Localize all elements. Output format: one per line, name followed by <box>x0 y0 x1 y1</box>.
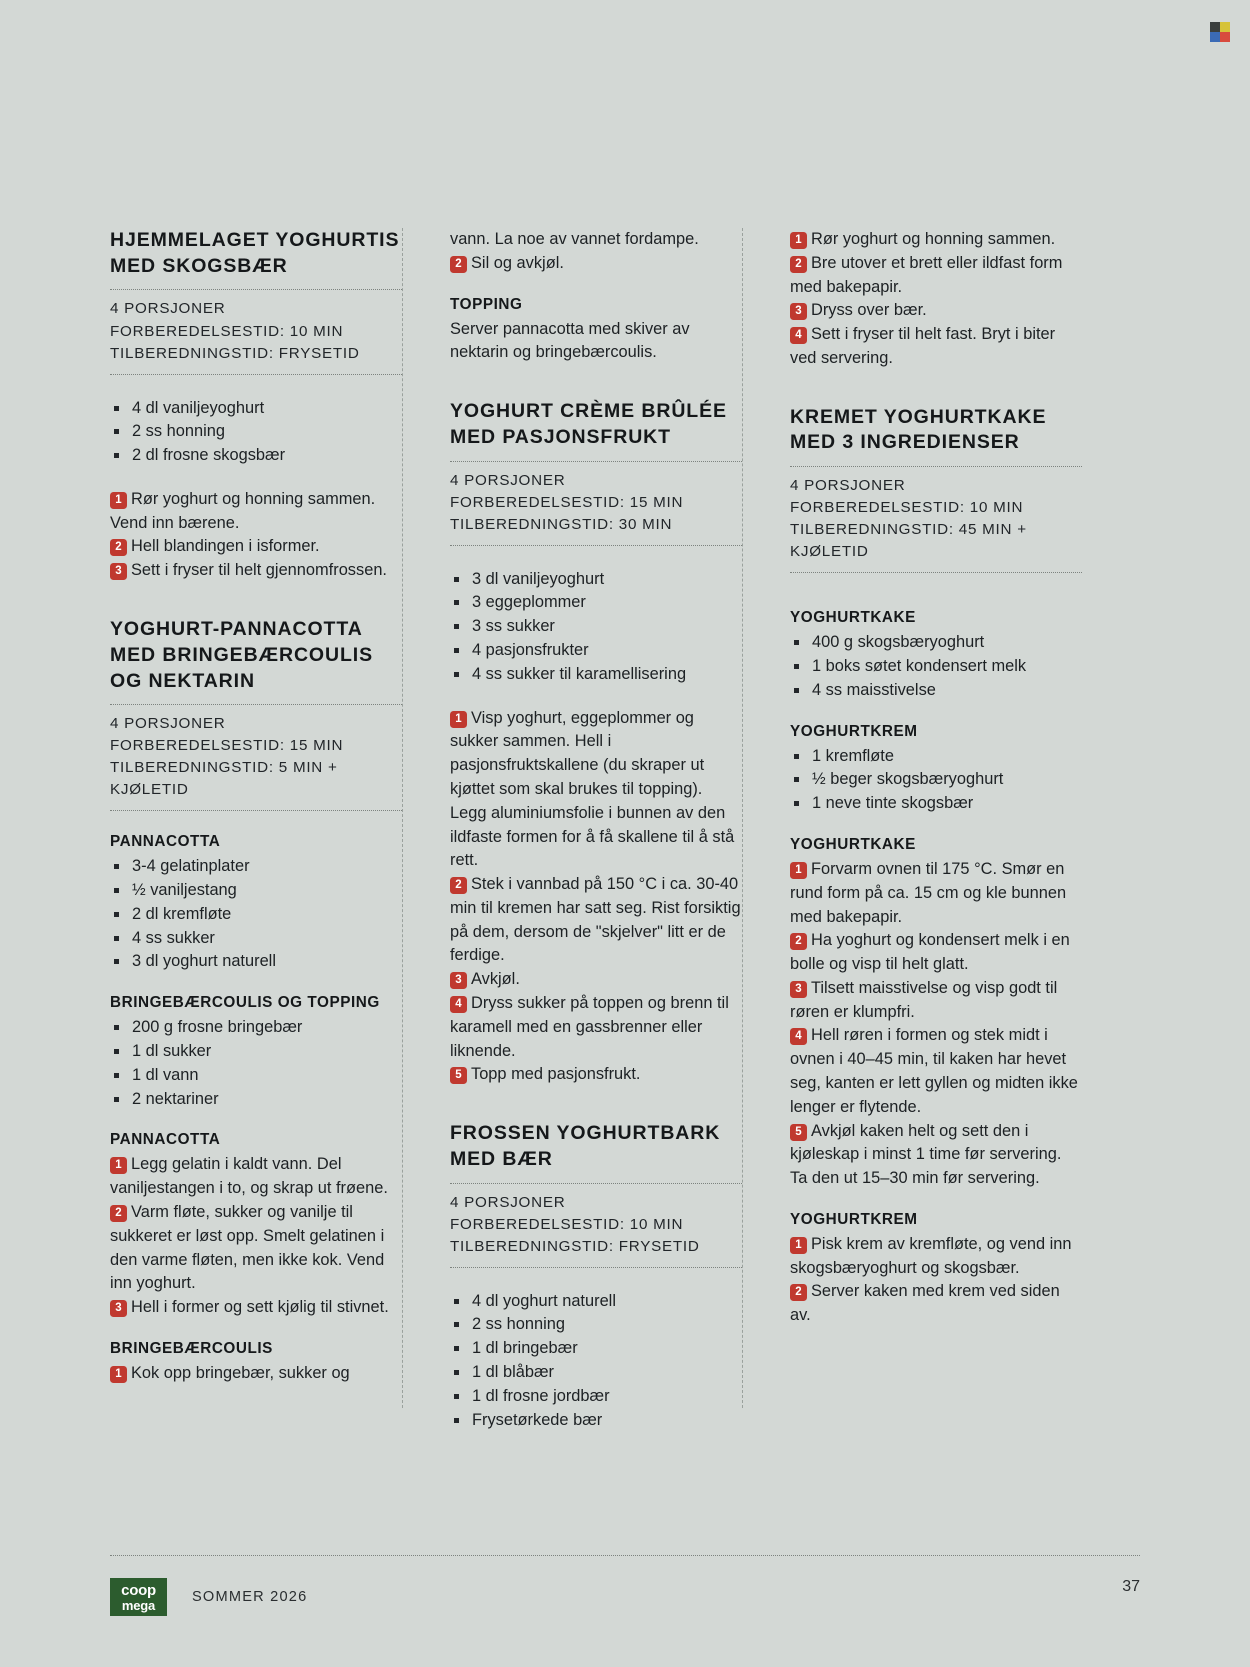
recipe-yoghurtis <box>110 228 402 583</box>
step-number-badge: 4 <box>790 1028 807 1045</box>
step-item <box>790 1024 1082 1119</box>
step-number-badge: 1 <box>110 1366 127 1383</box>
step-item <box>790 858 1082 929</box>
step-group-heading: YOGHURTKREM <box>790 1210 918 1228</box>
step-text: Pisk krem av kremfløte, og vend inn skogsbæryoghurt og skogsbær. <box>790 1234 1072 1277</box>
step-item <box>450 992 742 1063</box>
step-number-badge: 3 <box>110 563 127 580</box>
meta-portions: 4 PORSJONER <box>450 471 566 489</box>
step-list <box>110 1153 402 1319</box>
page-footer <box>110 1578 1140 1616</box>
meta-prep-time: FORBEREDELSESTID: 10 MIN <box>450 1215 684 1233</box>
ingredient-item: 400 g skogsbæryoghurt <box>790 631 1082 655</box>
step-number-badge: 2 <box>790 256 807 273</box>
meta-cook-time: TILBEREDNINGSTID: 5 MIN + KJØLETID <box>110 759 338 799</box>
ingredient-item: 200 g frosne bringebær <box>110 1016 402 1040</box>
ingredient-item: 4 ss sukker til karamellisering <box>450 663 742 687</box>
ingredient-list <box>110 855 402 974</box>
step-text: Kok opp bringebær, sukker og <box>131 1363 350 1382</box>
step-number-badge: 1 <box>790 862 807 879</box>
meta-prep-time: FORBEREDELSESTID: 10 MIN <box>790 499 1024 517</box>
column-divider <box>402 228 404 1408</box>
step-item <box>110 1362 402 1386</box>
ingredient-list <box>450 1290 742 1433</box>
meta-portions: 4 PORSJONER <box>110 300 226 318</box>
step-text: Server kaken med krem ved siden av. <box>790 1282 1060 1325</box>
meta-portions: 4 PORSJONER <box>110 715 226 733</box>
coop-mega-logo <box>110 1578 167 1616</box>
step-text: Bre utover et brett eller ildfast form med bakepapir. <box>790 253 1063 296</box>
recipe-meta <box>110 704 402 811</box>
step-number-badge: 3 <box>110 1300 127 1317</box>
ingredient-item: 2 ss honning <box>450 1313 742 1337</box>
step-group-heading: PANNACOTTA <box>110 1131 221 1149</box>
ingredient-item: 4 dl yoghurt naturell <box>450 1290 742 1314</box>
step-list <box>790 858 1082 1191</box>
ingredient-item: 4 pasjonsfrukter <box>450 639 742 663</box>
step-text: Visp yoghurt, eggeplommer og sukker sammen. Hell i pasjonsfruktskallene (du skraper ut kjøttet som skal brukes til topping). Legg aluminiumsfolie i bunnen av den ildfaste formen for å få skallene til å stå rett. <box>450 708 735 870</box>
step-item <box>110 488 402 536</box>
meta-prep-time: FORBEREDELSESTID: 10 MIN <box>110 322 344 340</box>
meta-portions: 4 PORSJONER <box>450 1193 566 1211</box>
ingredient-item: 1 dl sukker <box>110 1040 402 1064</box>
recipe-meta <box>110 289 402 374</box>
ingredient-item: 3 eggeplommer <box>450 591 742 615</box>
meta-cook-time: TILBEREDNINGSTID: FRYSETID <box>450 1237 700 1255</box>
footer-divider <box>110 1555 1140 1556</box>
step-number-badge: 3 <box>450 972 467 989</box>
step-number-badge: 5 <box>450 1067 467 1084</box>
step-number-badge: 5 <box>790 1124 807 1141</box>
step-number-badge: 2 <box>790 933 807 950</box>
ingredient-group-heading: YOGHURTKAKE <box>790 609 916 627</box>
recipe-meta <box>790 466 1082 573</box>
step-number-badge: 2 <box>790 1284 807 1301</box>
ingredient-item: 1 dl blåbær <box>450 1361 742 1385</box>
step-number-badge: 1 <box>790 232 807 249</box>
step-item <box>110 559 402 583</box>
step-text: Hell røren i formen og stek midt i ovnen i 40–45 min, til kaken har hevet seg, kanten er lett gyllen og midten ikke lenger er flytende. <box>790 1026 1078 1116</box>
step-item <box>110 1153 402 1201</box>
step-text: Avkjøl. <box>471 970 520 989</box>
ingredient-item: 3-4 gelatinplater <box>110 855 402 879</box>
step-item <box>790 1280 1082 1328</box>
recipe-pannacotta <box>110 617 402 1386</box>
ingredient-item: 4 dl vaniljeyoghurt <box>110 397 402 421</box>
ingredient-item: 1 boks søtet kondensert melk <box>790 655 1082 679</box>
meta-cook-time: TILBEREDNINGSTID: FRYSETID <box>110 344 360 362</box>
ingredient-group-heading: BRINGEBÆRCOULIS OG TOPPING <box>110 994 380 1012</box>
ingredient-list <box>110 397 402 468</box>
step-item <box>790 323 1082 371</box>
step-item <box>450 252 742 276</box>
step-number-badge: 2 <box>450 877 467 894</box>
step-item <box>790 977 1082 1025</box>
step-item <box>790 252 1082 300</box>
step-text: Forvarm ovnen til 175 °C. Smør en rund form på ca. 15 cm og kle bunnen med bakepapir. <box>790 859 1067 926</box>
column-2 <box>402 228 742 1429</box>
ingredient-item: 3 ss sukker <box>450 615 742 639</box>
step-group-heading: BRINGEBÆRCOULIS <box>110 1339 273 1357</box>
ingredient-item: 1 dl vann <box>110 1064 402 1088</box>
step-item <box>450 968 742 992</box>
column-1 <box>110 228 402 1408</box>
step-number-badge: 4 <box>450 996 467 1013</box>
ingredient-list <box>790 745 1082 816</box>
ingredient-item: 4 ss sukker <box>110 927 402 951</box>
step-number-badge: 4 <box>790 327 807 344</box>
topping-heading: TOPPING <box>450 295 523 313</box>
step-text: Dryss over bær. <box>811 301 927 320</box>
recipe-creme-brulee <box>450 399 742 1087</box>
column-divider <box>742 228 744 1408</box>
recipe-meta <box>450 461 742 546</box>
step-text: Hell i former og sett kjølig til stivnet. <box>131 1298 389 1317</box>
step-group-heading: YOGHURTKAKE <box>790 835 916 853</box>
step-list <box>790 1233 1082 1328</box>
logo-line-mega: mega <box>121 1597 156 1613</box>
step-item <box>790 299 1082 323</box>
recipe-title: HJEMMELAGET YOGHURTIS MED SKOGSBÆR <box>110 229 400 277</box>
ingredient-item: 1 neve tinte skogsbær <box>790 792 1082 816</box>
step-item <box>110 1296 402 1320</box>
step-text: Topp med pasjonsfrukt. <box>471 1065 641 1084</box>
meta-cook-time: TILBEREDNINGSTID: 30 MIN <box>450 515 673 533</box>
meta-portions: 4 PORSJONER <box>790 477 906 495</box>
ingredient-group-heading: PANNACOTTA <box>110 833 221 851</box>
topping-text: Server pannacotta med skiver av nektarin og bringebærcoulis. <box>450 319 690 362</box>
ingredient-item: 1 kremfløte <box>790 745 1082 769</box>
ingredient-item: 3 dl vaniljeyoghurt <box>450 568 742 592</box>
recipe-title: YOGHURT CRÈME BRÛLÉE MED PASJONSFRUKT <box>450 400 727 448</box>
step-number-badge: 1 <box>110 492 127 509</box>
step-number-badge: 2 <box>110 1205 127 1222</box>
ingredient-item: 2 nektariner <box>110 1088 402 1112</box>
step-item <box>450 873 742 968</box>
step-number-badge: 2 <box>450 256 467 273</box>
step-text: Varm fløte, sukker og vanilje til sukkeret er løst opp. Smelt gelatinen i den varme fløten, men ikke kok. Vend inn yoghurt. <box>110 1202 385 1293</box>
step-text: Sett i fryser til helt gjennomfrossen. <box>131 561 387 580</box>
step-number-badge: 3 <box>790 981 807 998</box>
ingredient-list <box>790 631 1082 702</box>
step-item <box>110 1201 402 1296</box>
color-registration-mark <box>1210 22 1230 42</box>
step-item <box>790 929 1082 977</box>
ingredient-item: 2 dl frosne skogsbær <box>110 444 402 468</box>
step-text: Sett i fryser til helt fast. Bryt i biter ved servering. <box>790 325 1056 367</box>
step-text: Hell blandingen i isformer. <box>131 537 320 556</box>
meta-cook-time: TILBEREDNINGSTID: 45 MIN + KJØLETID <box>790 521 1027 561</box>
ingredient-item: 1 dl bringebær <box>450 1337 742 1361</box>
step-list <box>450 707 742 1088</box>
step-text: Avkjøl kaken helt og sett den i kjøleskap i minst 1 time før servering. Ta den ut 15–30 min før servering. <box>790 1121 1062 1188</box>
step-list <box>110 488 402 583</box>
step-text: Legg gelatin i kaldt vann. Del vaniljestangen i to, og skrap ut frøene. <box>110 1155 388 1198</box>
recipe-yoghurtkake <box>790 405 1082 1328</box>
article-columns <box>110 228 1110 1429</box>
meta-prep-time: FORBEREDELSESTID: 15 MIN <box>450 493 684 511</box>
ingredient-item: 4 ss maisstivelse <box>790 679 1082 703</box>
ingredient-item: Frysetørkede bær <box>450 1409 742 1433</box>
ingredient-list <box>110 1016 402 1111</box>
step-number-badge: 1 <box>110 1157 127 1174</box>
step-text: Rør yoghurt og honning sammen. <box>811 230 1056 248</box>
recipe-title: FROSSEN YOGHURTBARK MED BÆR <box>450 1122 721 1170</box>
ingredient-item: 2 dl kremfløte <box>110 903 402 927</box>
step-list <box>790 228 1082 371</box>
ingredient-item: 2 ss honning <box>110 420 402 444</box>
step-text: Dryss sukker på toppen og brenn til karamell med en gassbrenner eller liknende. <box>450 993 729 1060</box>
footer-season-label: SOMMER 2026 <box>192 1589 308 1605</box>
step-number-badge: 3 <box>790 303 807 320</box>
step-text: Tilsett maisstivelse og visp godt til røren er klumpfri. <box>790 978 1058 1021</box>
step-list <box>110 1362 402 1386</box>
ingredient-item: ½ beger skogsbæryoghurt <box>790 768 1082 792</box>
step-number-badge: 1 <box>790 1237 807 1254</box>
step-text: Stek i vannbad på 150 °C i ca. 30-40 min til kremen har satt seg. Rist forsiktig på dem, dersom de "skjelver" litt er de ferdige. <box>450 875 741 965</box>
continuation-text: vann. La noe av vannet fordampe. <box>450 230 699 248</box>
column-3 <box>742 228 1082 1408</box>
recipe-meta <box>450 1183 742 1268</box>
recipe-title: KREMET YOGHURTKAKE MED 3 INGREDIENSER <box>790 405 1047 454</box>
step-number-badge: 1 <box>450 711 467 728</box>
ingredient-group-heading: YOGHURTKREM <box>790 722 918 740</box>
step-number-badge: 2 <box>110 539 127 556</box>
logo-line-coop: coop <box>121 1581 156 1599</box>
step-item <box>790 1120 1082 1191</box>
step-item <box>790 1233 1082 1281</box>
step-item <box>450 707 742 873</box>
step-text: Sil og avkjøl. <box>471 253 564 272</box>
step-list <box>450 252 742 276</box>
ingredient-list <box>450 568 742 687</box>
ingredient-item: 3 dl yoghurt naturell <box>110 950 402 974</box>
step-item <box>790 228 1082 252</box>
step-text: Ha yoghurt og kondensert melk i en bolle og visp til helt glatt. <box>790 931 1070 974</box>
step-text: Rør yoghurt og honning sammen. Vend inn bærene. <box>110 489 376 532</box>
step-item <box>110 535 402 559</box>
step-item <box>450 1063 742 1087</box>
page-number: 37 <box>1122 1578 1140 1595</box>
ingredient-item: ½ vaniljestang <box>110 879 402 903</box>
recipe-title: YOGHURT-PANNACOTTA MED BRINGEBÆRCOULIS OG NEKTARIN <box>110 618 374 692</box>
recipe-yoghurtbark <box>450 1121 742 1432</box>
meta-prep-time: FORBEREDELSESTID: 15 MIN <box>110 737 344 755</box>
ingredient-item: 1 dl frosne jordbær <box>450 1385 742 1409</box>
